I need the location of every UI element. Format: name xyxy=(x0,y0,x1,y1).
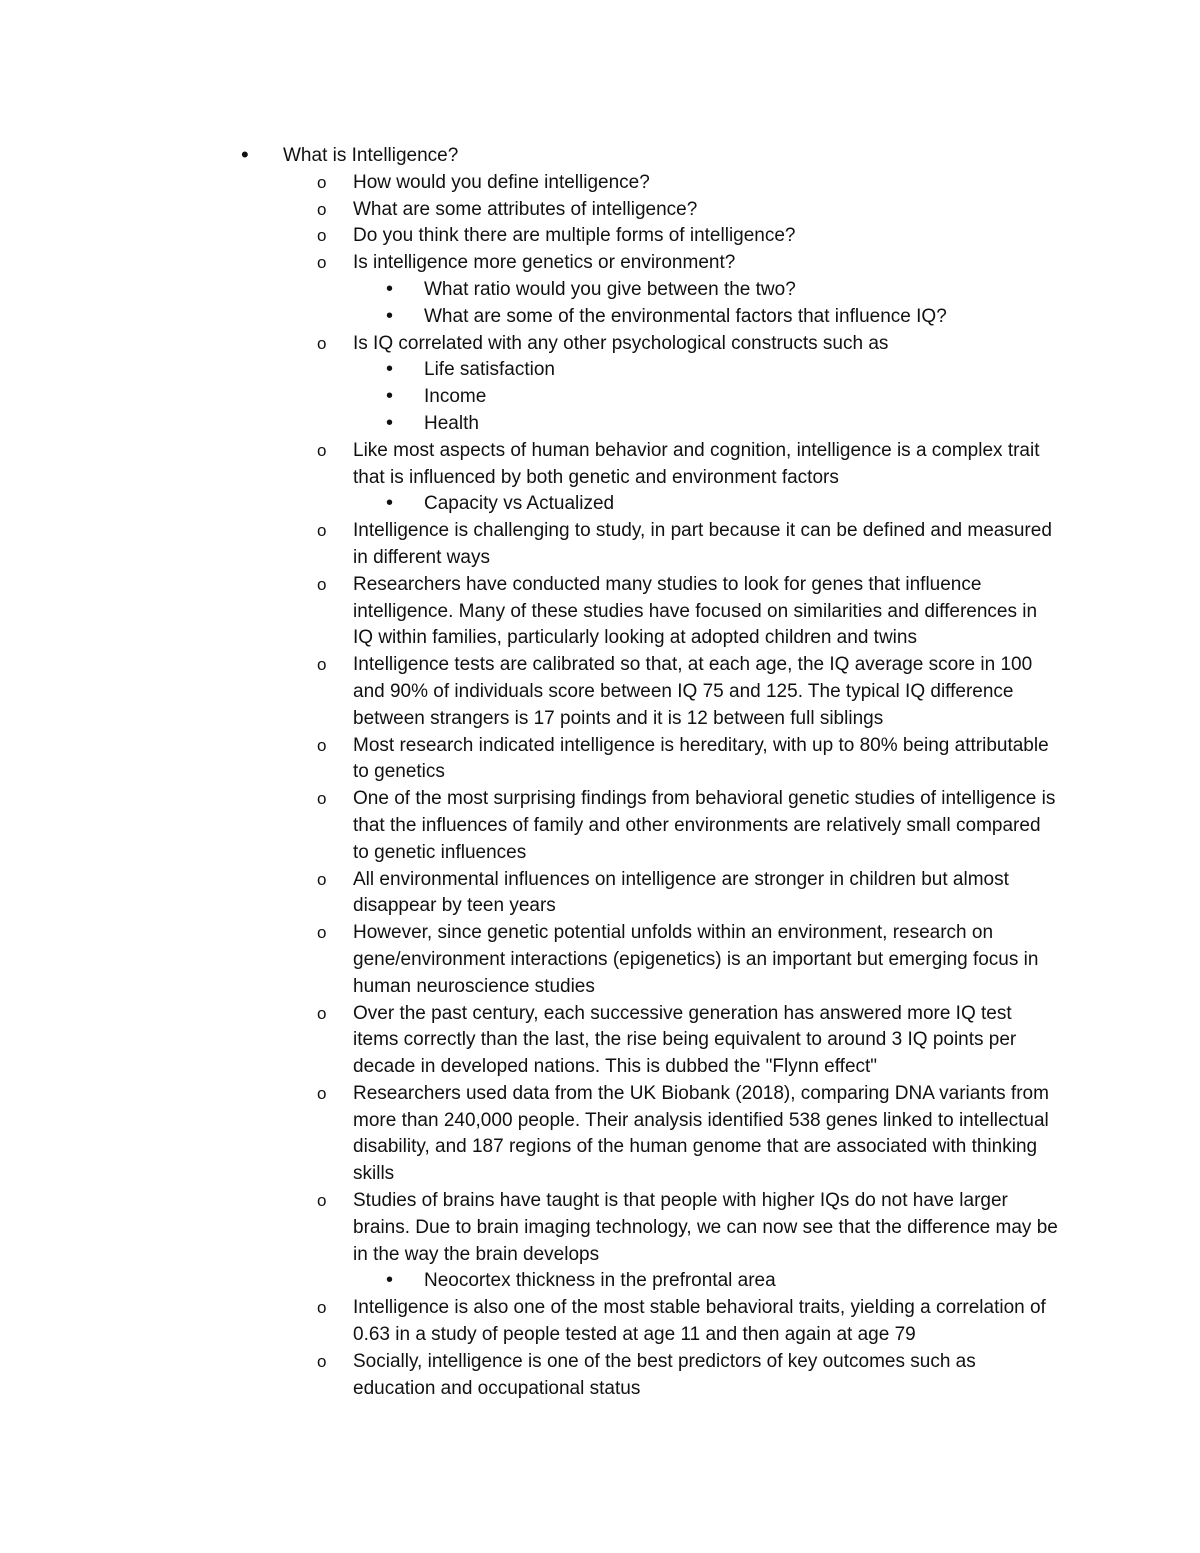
outline-item-level-1 xyxy=(0,143,1200,170)
hollow-circle-bullet-icon: o xyxy=(317,1298,327,1318)
outline-item-text: Researchers have conducted many studies to look for genes that influence intelligence. Many of these studies have focused on similarities and differences in IQ within families, particularly looking at adopted children and twins xyxy=(353,573,1038,649)
filled-bullet-icon: • xyxy=(386,358,394,381)
outline-item-text: Capacity vs Actualized xyxy=(424,493,615,515)
hollow-circle-bullet-icon: o xyxy=(317,655,327,675)
outline-item-text: Income xyxy=(424,386,487,408)
outline-item-text: Intelligence is challenging to study, in part because it can be defined and measured in different ways xyxy=(353,520,1052,568)
outline-item-text: Studies of brains have taught is that people with higher IQs do not have larger brains. Due to brain imaging technology, we can now see that the difference may be in the way the brain develops xyxy=(353,1190,1058,1265)
hollow-circle-bullet-icon: o xyxy=(317,521,327,541)
filled-bullet-icon: • xyxy=(386,492,394,515)
hollow-circle-bullet-icon: o xyxy=(317,1003,327,1023)
hollow-circle-bullet-icon: o xyxy=(317,333,327,353)
filled-bullet-icon: • xyxy=(386,1269,394,1292)
filled-bullet-icon: • xyxy=(386,304,394,327)
outline-item-text: Life satisfaction xyxy=(424,359,555,381)
hollow-circle-bullet-icon: o xyxy=(317,735,327,755)
outline-item-text: Is intelligence more genetics or environment? xyxy=(353,252,736,274)
hollow-circle-bullet-icon: o xyxy=(317,172,327,192)
outline-item-level-2 xyxy=(0,1001,1200,1081)
hollow-circle-bullet-icon: o xyxy=(317,574,327,594)
hollow-circle-bullet-icon: o xyxy=(317,789,327,809)
outline-item-level-2 xyxy=(0,652,1200,732)
outline-item-level-2 xyxy=(0,331,1200,358)
outline-item-level-3 xyxy=(0,491,1200,518)
outline-item-level-2 xyxy=(0,920,1200,1000)
filled-bullet-icon: • xyxy=(386,411,394,434)
outline-item-level-3 xyxy=(0,384,1200,411)
hollow-circle-bullet-icon: o xyxy=(317,923,327,943)
outline-item-level-2 xyxy=(0,223,1200,250)
outline-item-text: Most research indicated intelligence is hereditary, with up to 80% being attributable to genetics xyxy=(353,734,1049,783)
outline-item-text: Over the past century, each successive generation has answered more IQ test items correctly than the last, the rise being equivalent to around 3 IQ points per decade in developed nations. This is dubbed the "Flynn effect" xyxy=(353,1002,1017,1078)
outline-item-text: Do you think there are multiple forms of intelligence? xyxy=(353,225,796,247)
outline-item-text: One of the most surprising findings from behavioral genetic studies of intelligence is that the influences of family and other environments are relatively small compared to genetic influences xyxy=(353,788,1056,863)
outline-item-text: What are some of the environmental factors that influence IQ? xyxy=(424,305,947,327)
hollow-circle-bullet-icon: o xyxy=(317,1191,327,1211)
outline-item-text: Health xyxy=(424,412,479,434)
outline-item-level-2 xyxy=(0,250,1200,277)
outline-item-level-2 xyxy=(0,733,1200,787)
outline-item-level-2 xyxy=(0,438,1200,492)
filled-bullet-icon: • xyxy=(386,385,394,408)
outline-item-text: Intelligence tests are calibrated so that, at each age, the IQ average score in 100 and 90% of individuals score between IQ 75 and 125. The typical IQ difference between strangers is 17 points and it is 12 between full siblings xyxy=(353,654,1033,729)
hollow-circle-bullet-icon: o xyxy=(317,226,327,246)
outline-item-level-2 xyxy=(0,786,1200,866)
outline-item-level-2 xyxy=(0,1349,1200,1403)
outline-item-text: Intelligence is also one of the most stable behavioral traits, yielding a correlation of 0.63 in a study of people tested at age 11 and then again at age 79 xyxy=(353,1297,1046,1346)
outline-item-level-3 xyxy=(0,411,1200,438)
outline-item-level-2 xyxy=(0,1081,1200,1188)
outline-item-level-3 xyxy=(0,277,1200,304)
hollow-circle-bullet-icon: o xyxy=(317,1351,327,1371)
outline-item-text: What are some attributes of intelligence? xyxy=(353,198,698,220)
outline-item-level-2 xyxy=(0,1188,1200,1268)
hollow-circle-bullet-icon: o xyxy=(317,869,327,889)
outline-item-text: How would you define intelligence? xyxy=(353,171,650,193)
outline-item-level-2 xyxy=(0,572,1200,652)
outline-item-level-2 xyxy=(0,518,1200,572)
outline-item-level-3 xyxy=(0,304,1200,331)
outline-item-text: Is IQ correlated with any other psychological constructs such as xyxy=(353,332,889,354)
hollow-circle-bullet-icon: o xyxy=(317,253,327,273)
outline-item-text: Researchers used data from the UK Biobank (2018), comparing DNA variants from more than 240,000 people. Their analysis identified 538 genes linked to intellectual disability, and 187 regions of the human genome that are associated with thinking skills xyxy=(353,1082,1049,1185)
hollow-circle-bullet-icon: o xyxy=(317,440,327,460)
hollow-circle-bullet-icon: o xyxy=(317,1083,327,1103)
outline-item-level-2 xyxy=(0,1295,1200,1349)
outline-item-text: Socially, intelligence is one of the best predictors of key outcomes such as education and occupational status xyxy=(353,1350,976,1399)
outline-item-level-2 xyxy=(0,170,1200,197)
outline-item-text: All environmental influences on intelligence are stronger in children but almost disappear by teen years xyxy=(353,868,1009,917)
filled-bullet-icon: • xyxy=(241,142,249,167)
outline-item-text: However, since genetic potential unfolds within an environment, research on gene/environment interactions (epigenetics) is an important but emerging focus in human neuroscience studies xyxy=(353,922,1039,997)
hollow-circle-bullet-icon: o xyxy=(317,199,327,219)
outline-item-text: What ratio would you give between the two? xyxy=(424,278,796,300)
outline-item-level-3 xyxy=(0,1268,1200,1295)
outline-item-text: What is Intelligence? xyxy=(283,145,459,166)
outline-item-level-2 xyxy=(0,197,1200,224)
outline-item-text: Neocortex thickness in the prefrontal area xyxy=(424,1270,776,1292)
filled-bullet-icon: • xyxy=(386,277,394,300)
bulleted-outline xyxy=(0,143,1200,1402)
outline-item-level-3 xyxy=(0,357,1200,384)
outline-item-level-2 xyxy=(0,867,1200,921)
outline-item-text: Like most aspects of human behavior and cognition, intelligence is a complex trait that is influenced by both genetic and environment factors xyxy=(353,439,1040,488)
